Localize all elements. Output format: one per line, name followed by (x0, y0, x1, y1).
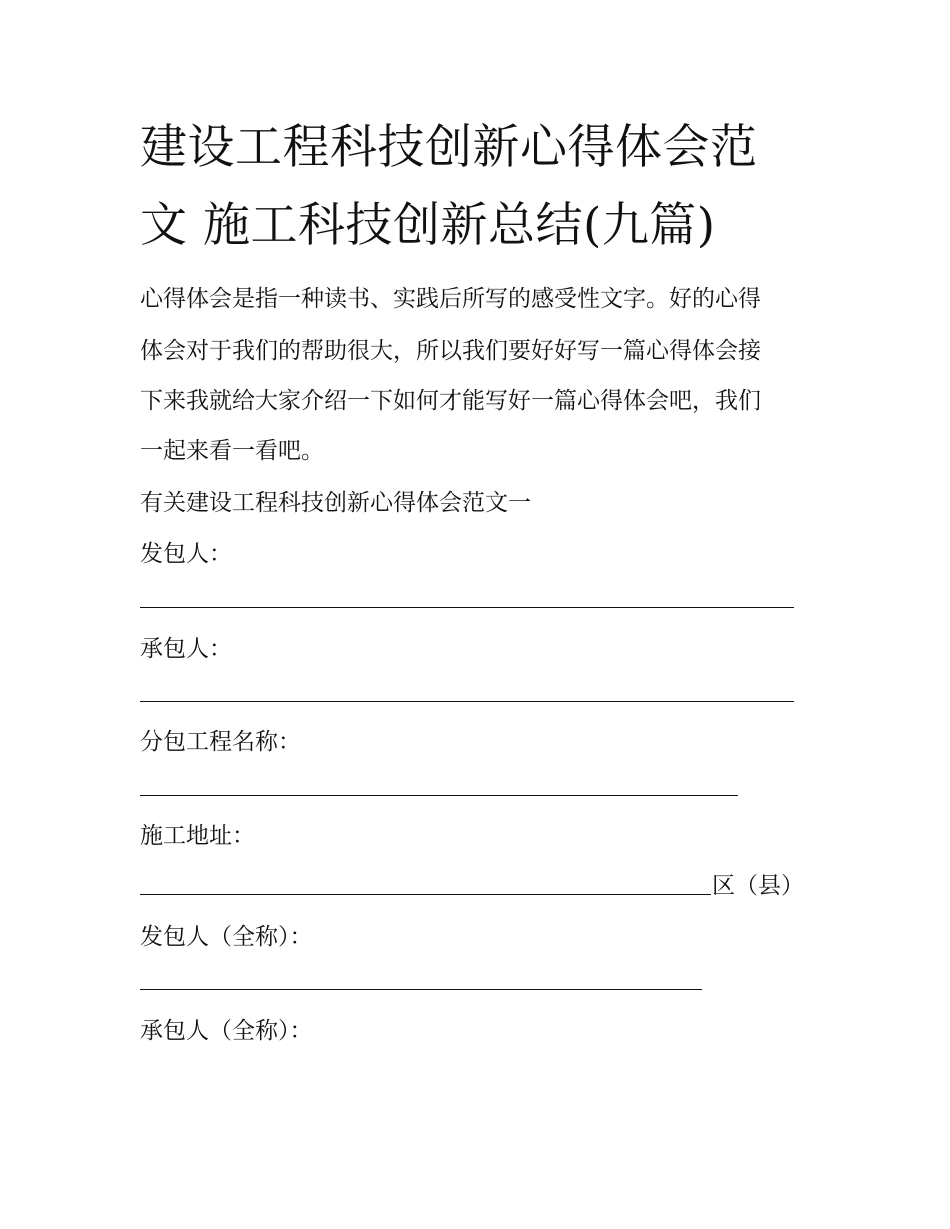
contractor-label: 承包人： (140, 636, 232, 662)
document-title-line-1: 建设工程科技创新心得体会范 (140, 120, 758, 175)
contractor-blank-line (140, 701, 794, 702)
employer-full-label: 发包人（全称）： (140, 924, 313, 950)
subcontract-name-label: 分包工程名称： (140, 729, 301, 755)
site-address-blank-line (140, 894, 711, 895)
district-suffix: 区（县） (712, 873, 804, 899)
intro-line-4: 一起来看一看吧。 (140, 438, 324, 464)
employer-full-blank-line (140, 989, 702, 990)
subcontract-name-blank-line (140, 795, 738, 796)
contractor-full-label: 承包人（全称）： (140, 1018, 313, 1044)
site-address-label: 施工地址： (140, 823, 255, 849)
intro-line-1: 心得体会是指一种读书、实践后所写的感受性文字。好的心得 (140, 286, 761, 312)
document-title-line-2: 文 施工科技创新总结(九篇) (140, 198, 716, 253)
section-heading: 有关建设工程科技创新心得体会范文一 (140, 490, 531, 516)
intro-line-3: 下来我就给大家介绍一下如何才能写好一篇心得体会吧，我们 (140, 388, 761, 414)
employer-blank-line (140, 607, 794, 608)
intro-line-2: 体会对于我们的帮助很大，所以我们要好好写一篇心得体会接 (140, 338, 761, 364)
employer-label: 发包人： (140, 541, 232, 567)
